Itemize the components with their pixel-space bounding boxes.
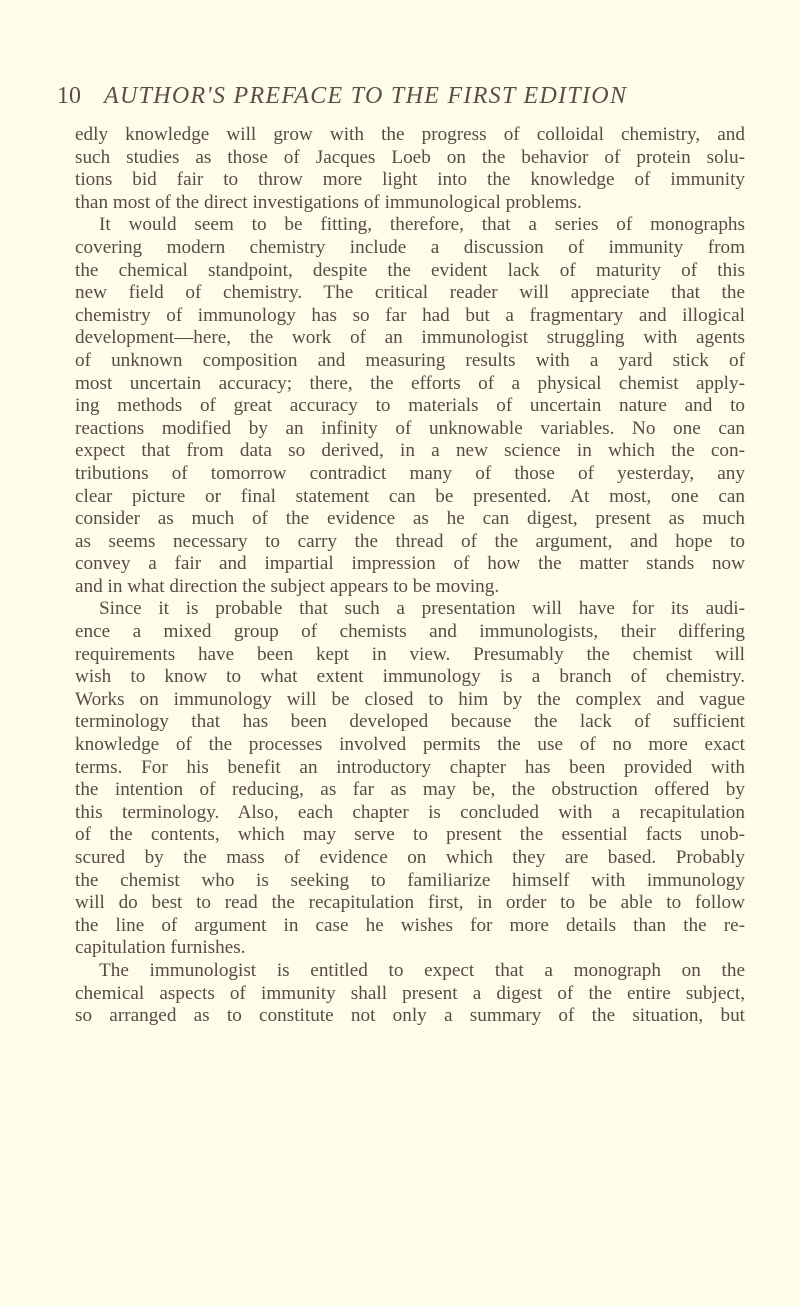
paragraph-start-line: Since it is probable that such a presentation will have for its audi- bbox=[99, 598, 745, 620]
text-line: and in what direction the subject appears to be moving. bbox=[75, 575, 500, 597]
text-line: this terminology. Also, each chapter is concluded with a recapitulation bbox=[75, 801, 745, 823]
text-line: capitulation furnishes. bbox=[75, 937, 246, 959]
text-line: edly knowledge will grow with the progress of colloidal chemistry, and bbox=[75, 124, 745, 145]
text-line: covering modern chemistry include a discussion of immunity from bbox=[75, 236, 745, 258]
text-line: so arranged as to constitute not only a summary of the situation, but bbox=[75, 1005, 745, 1027]
text-line: terms. For his benefit an introductory chapter has been provided with bbox=[75, 756, 745, 778]
text-line: convey a fair and impartial impression of how the matter stands now bbox=[75, 553, 745, 575]
text-line: terminology that has been developed because the lack of sufficient bbox=[75, 711, 745, 733]
text-line: than most of the direct investigations of immunological problems. bbox=[75, 191, 582, 213]
text-line: consider as much of the evidence as he can digest, present as much bbox=[75, 508, 745, 530]
text-line: of unknown composition and measuring results with a yard stick of bbox=[75, 349, 745, 371]
text-line: requirements have been kept in view. Presumably the chemist will bbox=[75, 643, 745, 665]
text-line: the chemical standpoint, despite the evident lack of maturity of this bbox=[75, 259, 745, 281]
text-line: chemical aspects of immunity shall present a digest of the entire subject, bbox=[75, 982, 745, 1004]
body-text bbox=[75, 124, 745, 1028]
paragraph-start-line: It would seem to be fitting, therefore, that a series of monographs bbox=[99, 214, 745, 236]
text-line: scured by the mass of evidence on which they are based. Probably bbox=[75, 847, 745, 868]
text-line: clear picture or final statement can be presented. At most, one can bbox=[75, 485, 745, 507]
page-number: 10 bbox=[57, 83, 81, 109]
paragraph-start-line: The immunologist is entitled to expect that a monograph on the bbox=[99, 959, 745, 981]
text-line: will do best to read the recapitulation first, in order to be able to follow bbox=[75, 892, 745, 914]
text-line: expect that from data so derived, in a new science in which the con- bbox=[75, 440, 745, 462]
text-line: tions bid fair to throw more light into the knowledge of immunity bbox=[75, 169, 745, 191]
text-line: knowledge of the processes involved permits the use of no more exact bbox=[75, 734, 745, 756]
text-line: the chemist who is seeking to familiarize himself with immunology bbox=[75, 869, 745, 891]
text-line: development—here, the work of an immunologist struggling with agents bbox=[75, 327, 745, 349]
text-line: chemistry of immunology has so far had but a fragmentary and illogical bbox=[75, 304, 745, 326]
text-line: new field of chemistry. The critical reader will appreciate that the bbox=[75, 282, 745, 304]
text-line: ing methods of great accuracy to materials of uncertain nature and to bbox=[75, 395, 745, 417]
text-line: as seems necessary to carry the thread of the argument, and hope to bbox=[75, 530, 745, 552]
running-head-title: AUTHOR'S PREFACE TO THE FIRST EDITION bbox=[104, 83, 628, 109]
text-line: Works on immunology will be closed to him by the complex and vague bbox=[75, 688, 745, 710]
text-line: ence a mixed group of chemists and immunologists, their differing bbox=[75, 621, 745, 643]
text-line: such studies as those of Jacques Loeb on the behavior of protein solu- bbox=[75, 146, 745, 168]
text-line: the line of argument in case he wishes for more details than the re- bbox=[75, 914, 745, 936]
text-line: reactions modified by an infinity of unknowable variables. No one can bbox=[75, 417, 745, 439]
text-line: the intention of reducing, as far as may be, the obstruction offered by bbox=[75, 779, 745, 801]
text-line: wish to know to what extent immunology is a branch of chemistry. bbox=[75, 666, 745, 688]
text-line: tributions of tomorrow contradict many of those of yesterday, any bbox=[75, 462, 745, 484]
running-head bbox=[57, 76, 757, 116]
text-line: of the contents, which may serve to present the essential facts unob- bbox=[75, 824, 745, 846]
text-line: most uncertain accuracy; there, the efforts of a physical chemist apply- bbox=[75, 372, 745, 394]
